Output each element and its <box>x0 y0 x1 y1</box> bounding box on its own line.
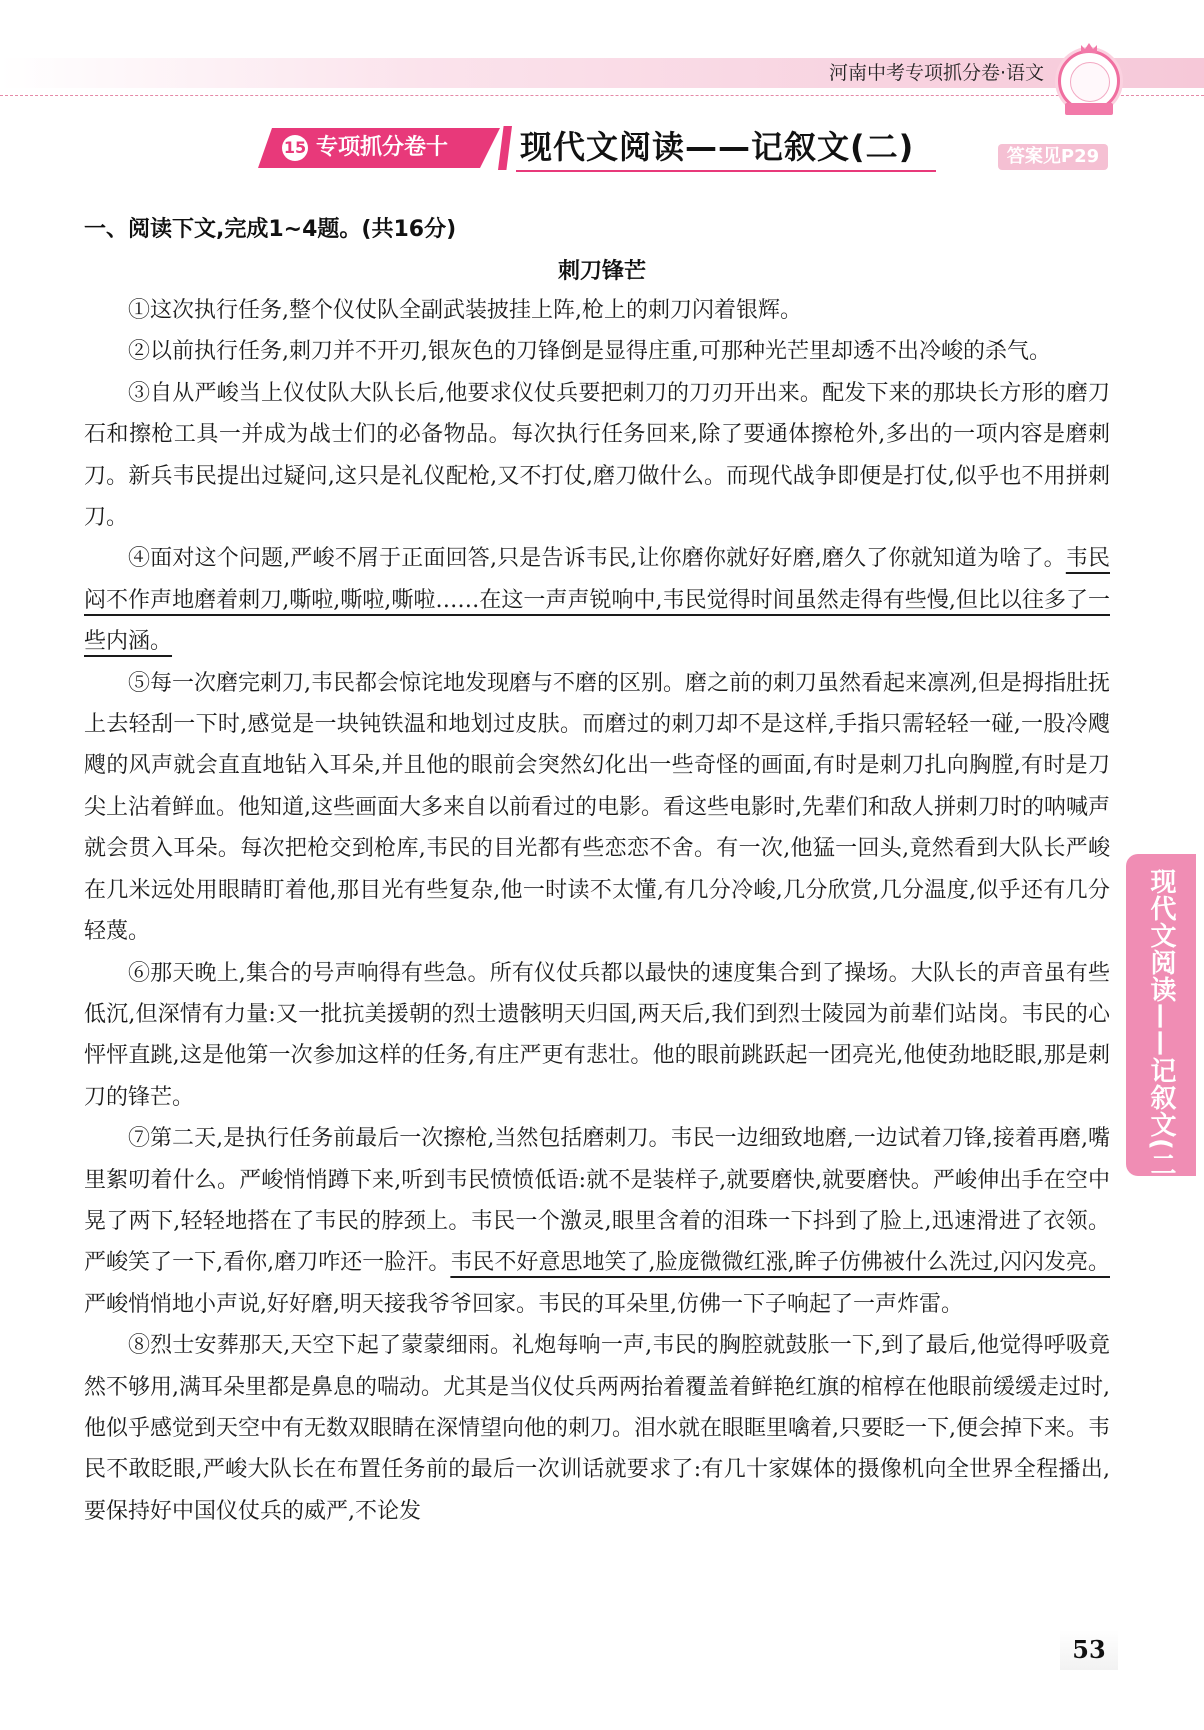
paragraph-5: ⑤每一次磨完刺刀,韦民都会惊诧地发现磨与不磨的区别。磨之前的刺刀虽然看起来凛冽,但是拇指肚抚上去轻刮一下时,感觉是一块钝铁温和地划过皮肤。而磨过的刺刀却不是这样,手指只需轻轻一碰,一股冷飕飕的风声就会直直地钻入耳朵,并且他的眼前会突然幻化出一些奇怪的画面,有时是刺刀扎向胸膛,有时是刀尖上沾着鲜血。他知道,这些画面大多来自以前看过的电影。看这些电影时,先辈们和敌人拼刺刀时的呐喊声就会贯入耳朵。每次把枪交到枪库,韦民的目光都有些恋恋不舍。有一次,他猛一回头,竟然看到大队长严峻在几米远处用眼睛盯着他,那目光有些复杂,他一时读不太懂,有几分冷峻,几分欣赏,几分温度,似乎还有几分轻蔑。 <box>84 670 1110 945</box>
paragraph-1: ①这次执行任务,整个仪仗队全副武装披挂上阵,枪上的刺刀闪着银辉。 <box>128 298 802 323</box>
paragraph-8: ⑧烈士安葬那天,天空下起了蒙蒙细雨。礼炮每响一声,韦民的胸腔就鼓胀一下,到了最后,他觉得呼吸竟然不够用,满耳朵里都是鼻息的喘动。尤其是当仪仗兵两两抬着覆盖着鲜艳红旗的棺椁在他眼前缓缓走过时,他似乎感觉到天空中有无数双眼睛在深情望向他的刺刀。泪水就在眼眶里噙着,只要眨一下,便会掉下来。韦民不敢眨眼,严峻大队长在布置任务前的最后一次训话就要求了:有几十家媒体的摄像机向全世界全程播出,要保持好中国仪仗兵的威严,不论发 <box>84 1333 1110 1524</box>
page-number: 53 <box>1060 1630 1118 1670</box>
paper-number-badge: 15 <box>282 135 308 161</box>
banner-label: 专项抓分卷十 <box>316 135 449 160</box>
paragraph-4-text: ④面对这个问题,严峻不屑于正面回答,只是告诉韦民,让你磨你就好好磨,磨久了你就知道为啥了。 <box>128 546 1066 572</box>
series-title: 河南中考专项抓分卷·语文 <box>828 62 1044 84</box>
answer-reference-badge: 答案见P29 <box>998 144 1108 170</box>
underlined-sentence-1: 韦民闷不作声地磨着刺刀,嘶啦,嘶啦,嘶啦……在这一声声锐响中,韦民觉得时间虽然走得有些慢,但比以往多了一些内涵。 <box>84 546 1110 655</box>
header-divider <box>0 95 1204 96</box>
paragraph-2: ②以前执行任务,刺刀并不开刃,银灰色的刀锋倒是显得庄重,可那种光芒里却透不出冷峻的杀气。 <box>128 339 1051 365</box>
brand-seal-logo <box>1058 50 1120 112</box>
article-title: 刺刀锋芒 <box>557 259 646 284</box>
seal-inner <box>1070 62 1110 102</box>
side-tab-label: 现代文阅读——记叙文(二) <box>1146 868 1176 1191</box>
paragraph-7-tail: 严峻悄悄地小声说,好好磨,明天接我爷爷回家。韦民的耳朵里,仿佛一下子响起了一声炸雷。 <box>84 1291 963 1317</box>
paragraph-3: ③自从严峻当上仪仗队大队长后,他要求仪仗兵要把刺刀的刀刃开出来。配发下来的那块长方形的磨刀石和擦枪工具一并成为战士们的必备物品。每次执行任务回来,除了要通体擦枪外,多出的一项内容是磨刺刀。新兵韦民提出过疑问,这只是礼仪配枪,又不打仗,磨刀做什么。而现代战争即便是打仗,似乎也不用拼刺刀。 <box>84 380 1110 531</box>
crown-icon <box>1081 43 1097 53</box>
seal-ribbon <box>1065 103 1113 115</box>
article-body <box>84 290 1110 1532</box>
paragraph-7 <box>84 1118 1110 1325</box>
paragraph-4 <box>84 538 1110 662</box>
section-heading: 一、阅读下文,完成1~4题。(共16分) <box>84 217 457 242</box>
paragraph-6: ⑥那天晚上,集合的号声响得有些急。所有仪仗兵都以最快的速度集合到了操场。大队长的声音虽有些低沉,但深情有力量:又一批抗美援朝的烈士遗骸明天归国,两天后,我们到烈士陵园为前辈们站岗。韦民的心怦怦直跳,这是他第一次参加这样的任务,有庄严更有悲壮。他的眼前跳跃起一团亮光,他使劲地眨眼,那是刺刀的锋芒。 <box>84 960 1110 1110</box>
title-underline <box>516 170 936 172</box>
paragraph-7-text: ⑦第二天,是执行任务前最后一次擦枪,当然包括磨刺刀。韦民一边细致地磨,一边试着刀锋,接着再磨,嘴里絮叨着什么。严峻悄悄蹲下来,听到韦民愤愤低语:就不是装样子,就要磨快,就要磨快。严峻伸出手在空中晃了两下,轻轻地搭在了韦民的脖颈上。韦民一个激灵,眼里含着的泪珠一下抖到了脸上,迅速滑进了衣领。严峻笑了一下,看你,磨刀咋还一脸汗。 <box>84 1126 1110 1276</box>
banner-slash <box>498 126 512 170</box>
page-title: 现代文阅读——记叙文(二) <box>520 128 915 166</box>
underlined-sentence-2: 韦民不好意思地笑了,脸庞微微红涨,眸子仿佛被什么洗过,闪闪发亮。 <box>450 1250 1110 1276</box>
